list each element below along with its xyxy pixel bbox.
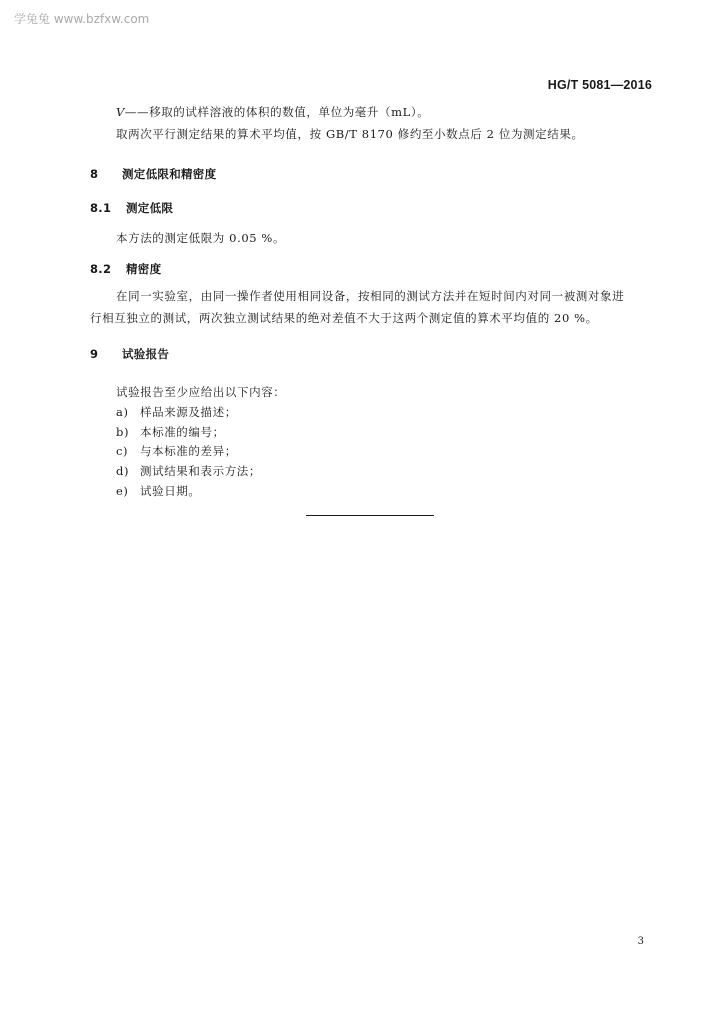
section-8-1-heading: [90, 200, 173, 216]
section-title: 试验报告: [122, 347, 170, 361]
list-item: [116, 463, 261, 479]
list-item-text: 与本标准的差异；: [140, 444, 237, 458]
variable-definition: [116, 104, 429, 120]
detection-limit-paragraph: 本方法的测定低限为 0.05 %。: [116, 231, 286, 245]
precision-paragraph-line-2: 行相互独立的测试，两次独立测试结果的绝对差值不大于这两个测定值的算术平均值的 20 %。: [90, 311, 598, 325]
section-title: 测定低限和精密度: [122, 167, 217, 181]
list-item: [116, 404, 237, 420]
section-title: 精密度: [126, 262, 162, 276]
list-item: [116, 424, 225, 440]
section-title: 测定低限: [126, 201, 174, 215]
result-rule-paragraph: 取两次平行测定结果的算术平均值，按 GB/T 8170 修约至小数点后 2 位为测定结果。: [116, 127, 584, 141]
page-number: 3: [637, 936, 644, 947]
list-item-text: 本标准的编号；: [140, 425, 225, 439]
report-intro: 试验报告至少应给出以下内容：: [116, 385, 286, 399]
list-item-marker: b): [116, 425, 130, 439]
section-number: 8.2: [90, 262, 112, 276]
section-number: 9: [90, 347, 99, 361]
list-item-marker: d): [116, 464, 130, 478]
list-item: [116, 483, 201, 499]
list-item: [116, 443, 237, 459]
list-item-text: 试验日期。: [140, 484, 201, 498]
list-item-text: 样品来源及描述；: [140, 405, 237, 419]
section-8-heading: [90, 166, 216, 182]
list-item-marker: c): [116, 444, 129, 458]
end-rule: [306, 515, 434, 516]
section-number: 8.1: [90, 201, 112, 215]
section-number: 8: [90, 167, 99, 181]
list-item-marker: e): [116, 484, 129, 498]
list-item-text: 测试结果和表示方法；: [140, 464, 261, 478]
standard-code: HG/T 5081—2016: [547, 78, 652, 92]
precision-paragraph-line-1: 在同一实验室，由同一操作者使用相同设备，按相同的测试方法并在短时间内对同一被测对象进: [116, 289, 625, 303]
variable-symbol: V: [116, 105, 125, 119]
watermark: 学兔兔 www.bzfxw.com: [14, 12, 150, 26]
list-item-marker: a): [116, 405, 129, 419]
section-9-heading: [90, 346, 169, 362]
section-8-2-heading: [90, 261, 161, 277]
variable-definition-text: ——移取的试样溶液的体积的数值，单位为毫升（mL）。: [124, 105, 430, 119]
